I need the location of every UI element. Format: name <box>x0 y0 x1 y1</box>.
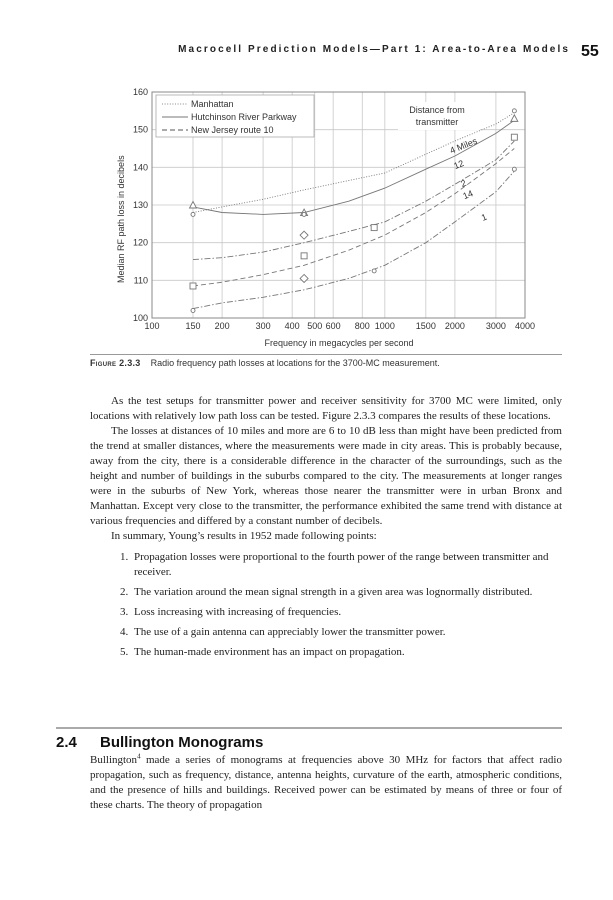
summary-list <box>90 550 562 660</box>
y-axis-label: Median RF path loss in decibels <box>116 155 126 283</box>
y-tick-label: 150 <box>132 124 148 135</box>
path-loss-chart <box>0 80 613 352</box>
y-tick-label: 130 <box>132 200 148 210</box>
distance-annotation <box>398 102 480 130</box>
x-tick-label: 800 <box>354 321 370 331</box>
curve-label: 1 <box>479 211 489 223</box>
x-tick-label: 4000 <box>514 321 536 331</box>
annotation-title-line-2: transmitter <box>415 117 459 127</box>
curve-labels <box>448 136 488 223</box>
x-tick-label: 2000 <box>444 321 465 331</box>
list-number: 3. <box>120 606 129 618</box>
data-point-circle <box>512 167 516 171</box>
x-tick-label: 500 <box>307 321 323 331</box>
figure-caption <box>90 358 565 368</box>
footnote-ref: 4 <box>137 752 141 761</box>
x-tick-label: 3000 <box>485 321 506 331</box>
running-head: Macrocell Prediction Models—Part 1: Area-to-Area Models <box>178 44 570 55</box>
x-tick-label: 400 <box>284 321 300 331</box>
annotation-title-line-1: Distance from <box>409 105 465 115</box>
x-tick-label: 1500 <box>415 321 436 331</box>
list-item <box>90 605 562 620</box>
list-text: Propagation losses were proportional to the fourth power of the range between transmitter and receiver. <box>134 551 549 578</box>
section-title: Bullington Monograms <box>100 734 264 751</box>
data-point-square <box>511 134 517 140</box>
list-text: The use of a gain antenna can appreciably lower the transmitter power. <box>134 626 446 638</box>
list-text: Loss increasing with increasing of frequencies. <box>134 606 342 618</box>
legend-label-new-jersey: New Jersey route 10 <box>191 125 274 135</box>
section-number: 2.4 <box>56 734 77 751</box>
list-text: The variation around the mean signal strength in a given area was lognormally distributed. <box>134 586 533 598</box>
y-tick-label: 160 <box>132 87 148 97</box>
data-point-diamond <box>300 274 308 282</box>
data-point-square <box>190 283 196 289</box>
curve-label: 2 <box>459 177 468 189</box>
data-point-triangle <box>511 115 518 122</box>
data-point-diamond <box>300 231 308 239</box>
curve-label: 4 Miles <box>448 135 479 156</box>
y-tick-label: 100 <box>132 313 148 323</box>
x-tick-label: 600 <box>325 321 341 331</box>
x-tick-label: 200 <box>214 321 230 331</box>
section-heading <box>56 734 562 751</box>
section-text: made a series of monograms at frequencies above 30 MHz for factors that affect radio propagation, such as frequency, distance, antenna heights, curvature of the earth, atmospheric conditions, and the presence of hills and buildings. Received power can be estimated by means of three or four of these charts. The theory of propagation <box>90 754 562 811</box>
series-line-3 <box>193 149 514 287</box>
paragraph-1: As the test setups for transmitter power and receiver sensitivity for 3700 MC were limited, only locations with relatively low path loss can be tested. Figure 2.3.3 compares the results of these locations. <box>90 395 562 422</box>
legend-label-manhattan: Manhattan <box>191 99 234 109</box>
body-text <box>90 394 562 665</box>
x-tick-label: 1000 <box>374 321 395 331</box>
legend <box>156 95 314 137</box>
y-tick-label: 120 <box>132 237 148 248</box>
curve-label: 12 <box>452 158 466 172</box>
list-number: 1. <box>120 551 129 563</box>
data-point-circle <box>372 269 376 273</box>
figure-caption-text: Radio frequency path losses at locations for the 3700-MC measurement. <box>150 358 440 368</box>
paragraph-2: The losses at distances of 10 miles and more are 6 to 10 dB less than might have been predicted from the trend at smaller distances, where the measurements were made in city areas. This is probably because, away from the city, there is a considerable difference in the character of the surroundings, such as the height and number of buildings in the suburbs compared to the city. The measurements at longer ranges were in the suburbs of New York, whereas those nearer the transmitter were in urban Bronx and Manhattan. Except very close to the transmitter, the performance exhibited the same trend with distance at various frequencies and differed by a constant number of decibels. <box>90 425 562 527</box>
y-tick-label: 110 <box>133 275 148 286</box>
x-tick-label: 100 <box>144 321 160 331</box>
data-point-circle <box>191 308 195 312</box>
data-point-circle <box>191 212 195 216</box>
list-number: 2. <box>120 586 129 598</box>
page-number: 55 <box>581 43 599 60</box>
section-paragraph <box>90 753 562 813</box>
data-point-circle <box>302 212 306 216</box>
figure-rule <box>90 354 562 355</box>
list-number: 5. <box>120 646 129 658</box>
section-rule <box>56 727 562 729</box>
list-text: The human-made environment has an impact on propagation. <box>134 646 405 658</box>
figure-label: Figure 2.3.3 <box>90 358 141 368</box>
x-tick-label: 300 <box>255 321 271 331</box>
legend-label-hutchinson: Hutchinson River Parkway <box>191 112 297 122</box>
list-item <box>90 645 562 660</box>
data-point-circle <box>512 109 516 113</box>
data-point-square <box>371 225 377 231</box>
x-tick-label: 150 <box>185 321 201 331</box>
paragraph-3: In summary, Young’s results in 1952 made following points: <box>111 530 377 542</box>
y-tick-label: 140 <box>132 162 148 173</box>
section-lead: Bullington <box>90 754 138 766</box>
x-axis-label: Frequency in megacycles per second <box>264 338 414 348</box>
curve-label: 14 <box>461 188 475 202</box>
list-item <box>90 585 562 600</box>
list-number: 4. <box>120 626 129 638</box>
list-item <box>90 625 562 640</box>
data-point-square <box>301 253 307 259</box>
list-item <box>90 550 562 580</box>
